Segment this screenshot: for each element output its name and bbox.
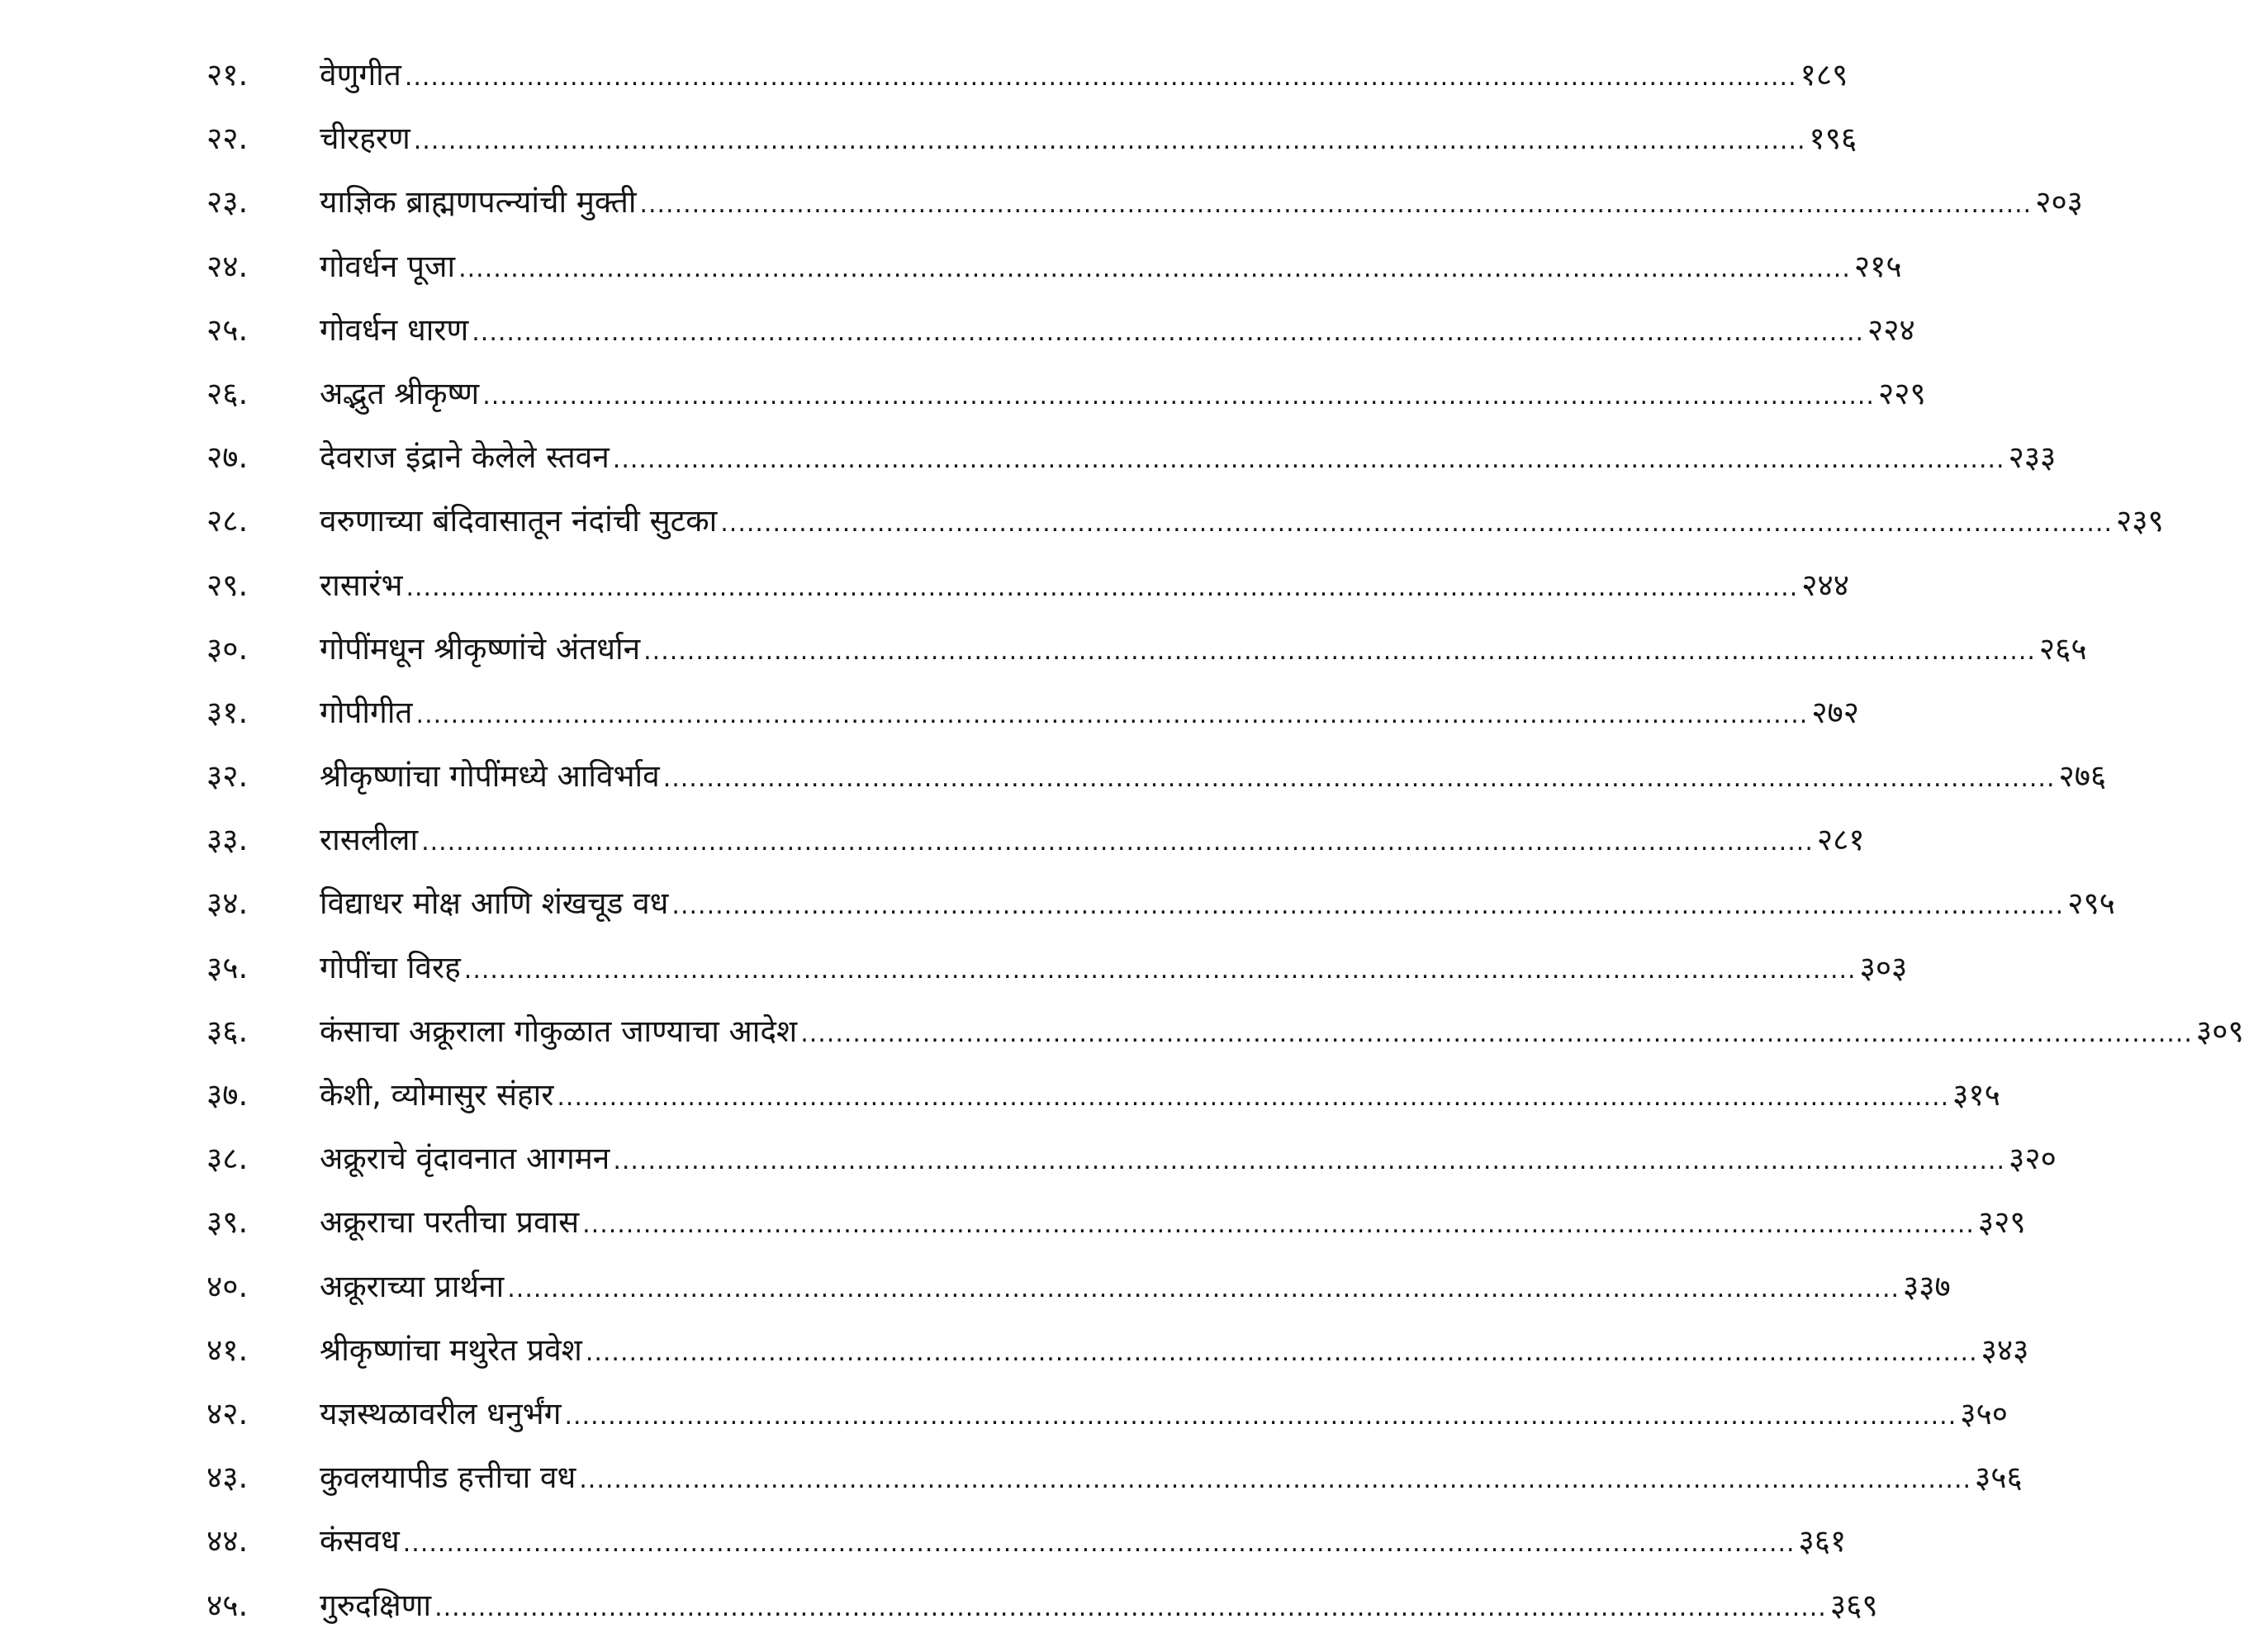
page-number: २७२ xyxy=(1811,694,1860,730)
chapter-number: २६. xyxy=(206,375,249,411)
page-number: २८१ xyxy=(1816,822,1865,858)
page-number: ३५६ xyxy=(1975,1460,2023,1496)
page-number: ३३७ xyxy=(1903,1268,1951,1304)
chapter-number: ४३. xyxy=(206,1460,249,1496)
chapter-number: ३९. xyxy=(206,1204,249,1241)
toc-line xyxy=(320,999,2244,1063)
toc-entry[interactable] xyxy=(0,999,2244,1063)
toc-line xyxy=(320,1574,1878,1637)
dot-leader: ................................................................................................................................................................ xyxy=(720,509,2114,539)
chapter-title: वेणुगीत xyxy=(320,57,401,93)
chapter-number: ३३. xyxy=(206,822,249,858)
chapter-number: ४०. xyxy=(206,1268,249,1304)
chapter-number: ३५. xyxy=(206,949,249,985)
toc-entry[interactable] xyxy=(0,1382,2008,1446)
chapter-title: कुवलयापीड हत्तीचा वध xyxy=(320,1460,576,1496)
dot-leader: ................................................................................................................................................................ xyxy=(585,1337,1978,1367)
toc-line xyxy=(320,1382,2008,1446)
chapter-title: वरुणाच्या बंदिवासातून नंदांची सुटका xyxy=(320,503,718,539)
chapter-title: चीरहरण xyxy=(320,121,410,157)
toc-entry[interactable] xyxy=(0,744,2107,808)
page-number: ३६१ xyxy=(1798,1523,1847,1559)
toc-line xyxy=(320,1190,2026,1254)
chapter-number: ३८. xyxy=(206,1141,249,1177)
chapter-number: २८. xyxy=(206,503,249,539)
page-number: १८९ xyxy=(1800,57,1848,93)
dot-leader: ................................................................................................................................................................ xyxy=(463,955,1857,985)
toc-entry[interactable] xyxy=(0,871,2115,935)
dot-leader: ................................................................................................................................................................ xyxy=(482,381,1875,411)
chapter-number: ३४. xyxy=(206,885,249,922)
page-number: ३२९ xyxy=(1977,1204,2026,1241)
toc-line xyxy=(320,808,1865,871)
page-number: २९५ xyxy=(2067,885,2115,922)
page-number: ३०३ xyxy=(1859,949,1908,985)
dot-leader: ................................................................................................................................................................ xyxy=(413,126,1806,156)
toc-line xyxy=(320,1255,1951,1318)
dot-leader: ................................................................................................................................................................ xyxy=(662,764,2056,794)
toc-line xyxy=(320,170,2083,234)
chapter-number: २२. xyxy=(206,121,249,157)
toc-line xyxy=(320,871,2115,935)
toc-entry[interactable] xyxy=(0,107,1857,170)
chapter-number: ३७. xyxy=(206,1077,249,1113)
dot-leader: ................................................................................................................................................................ xyxy=(404,63,1797,92)
dot-leader: ................................................................................................................................................................ xyxy=(671,891,2065,921)
page-number: ३०९ xyxy=(2195,1013,2244,1049)
page-number: ३६९ xyxy=(1829,1587,1878,1623)
chapter-title: गोवर्धन पूजा xyxy=(320,248,456,284)
table-of-contents xyxy=(0,43,2244,1637)
toc-entry[interactable] xyxy=(0,43,1848,107)
chapter-number: ४४. xyxy=(206,1523,249,1559)
page-number: ३२० xyxy=(2009,1141,2057,1177)
chapter-number: ४२. xyxy=(206,1395,249,1431)
dot-leader: ................................................................................................................................................................ xyxy=(643,636,2036,666)
dot-leader: ................................................................................................................................................................ xyxy=(564,1401,1957,1431)
chapter-title: गुरुदक्षिणा xyxy=(320,1587,432,1623)
chapter-number: २५. xyxy=(206,311,249,348)
toc-line xyxy=(320,1063,2000,1127)
dot-leader: ................................................................................................................................................................ xyxy=(579,1465,1972,1495)
dot-leader: ................................................................................................................................................................ xyxy=(402,1529,1796,1559)
chapter-title: रासारंभ xyxy=(320,567,403,603)
dot-leader: ................................................................................................................................................................ xyxy=(415,700,1809,729)
page-number: ३१५ xyxy=(1952,1077,2000,1113)
chapter-title: अक्रूराचा परतीचा प्रवास xyxy=(320,1204,580,1241)
toc-line xyxy=(320,298,1915,362)
chapter-title: याज्ञिक ब्राह्मणपत्न्यांची मुक्ती xyxy=(320,184,637,221)
chapter-title: अक्रूराचे वृंदावनात आगमन xyxy=(320,1141,610,1177)
chapter-number: २९. xyxy=(206,567,249,603)
page-number: २०३ xyxy=(2035,184,2083,221)
chapter-title: गोपीगीत xyxy=(320,694,413,730)
chapter-title: विद्याधर मोक्ष आणि शंखचूड वध xyxy=(320,885,669,922)
toc-entry[interactable] xyxy=(0,1446,2023,1509)
toc-line xyxy=(320,744,2107,808)
page-number: २१५ xyxy=(1853,248,1902,284)
page-number: ३४३ xyxy=(1981,1332,2029,1368)
toc-entry[interactable] xyxy=(0,617,2087,681)
toc-entry[interactable] xyxy=(0,808,1865,871)
dot-leader: ................................................................................................................................................................ xyxy=(472,317,1865,347)
toc-line xyxy=(320,362,1926,425)
dot-leader: ................................................................................................................................................................ xyxy=(612,445,2005,475)
toc-entry[interactable] xyxy=(0,489,2164,553)
chapter-number: २३. xyxy=(206,184,249,221)
page-number: २७६ xyxy=(2058,758,2107,795)
toc-line xyxy=(320,489,2164,553)
toc-line xyxy=(320,425,2057,489)
chapter-title: अक्रूराच्या प्रार्थना xyxy=(320,1268,505,1304)
toc-entry[interactable] xyxy=(0,553,1849,617)
chapter-number: ३२. xyxy=(206,758,249,795)
dot-leader: ................................................................................................................................................................ xyxy=(800,1018,2193,1048)
page-number: २२४ xyxy=(1867,311,1915,348)
chapter-number: २१. xyxy=(206,57,249,93)
toc-entry[interactable] xyxy=(0,362,1926,425)
page-number: २३३ xyxy=(2008,439,2057,476)
dot-leader: ................................................................................................................................................................ xyxy=(639,190,2033,220)
chapter-title: केशी, व्योमासुर संहार xyxy=(320,1077,554,1113)
chapter-title: कंसवध xyxy=(320,1523,400,1559)
toc-entry[interactable] xyxy=(0,936,1908,999)
dot-leader: ................................................................................................................................................................ xyxy=(421,828,1814,857)
chapter-title: श्रीकृष्णांचा मथुरेत प्रवेश xyxy=(320,1332,582,1368)
chapter-title: देवराज इंद्राने केलेले स्तवन xyxy=(320,439,610,476)
dot-leader: ................................................................................................................................................................ xyxy=(434,1593,1827,1622)
chapter-title: रासलीला xyxy=(320,822,419,858)
chapter-title: अद्भुत श्रीकृष्ण xyxy=(320,375,480,411)
chapter-title: गोपींचा विरह xyxy=(320,949,461,985)
chapter-number: २७. xyxy=(206,439,249,476)
toc-entry[interactable] xyxy=(0,1574,1878,1637)
toc-line xyxy=(320,1509,1847,1573)
toc-entry[interactable] xyxy=(0,1318,2029,1382)
chapter-number: ३६. xyxy=(206,1013,249,1049)
toc-entry[interactable] xyxy=(0,1509,1847,1573)
page-number: ३५० xyxy=(1960,1395,2008,1431)
page-number: २६५ xyxy=(2038,630,2087,667)
toc-entry[interactable] xyxy=(0,298,1915,362)
toc-entry[interactable] xyxy=(0,1255,1951,1318)
dot-leader: ................................................................................................................................................................ xyxy=(613,1146,2006,1176)
toc-line xyxy=(320,1446,2023,1509)
chapter-number: ४५. xyxy=(206,1587,249,1623)
toc-entry[interactable] xyxy=(0,1063,2000,1127)
toc-entry[interactable] xyxy=(0,425,2057,489)
chapter-title: श्रीकृष्णांचा गोपींमध्ये आविर्भाव xyxy=(320,758,660,795)
dot-leader: ................................................................................................................................................................ xyxy=(458,254,1851,283)
dot-leader: ................................................................................................................................................................ xyxy=(406,572,1799,602)
chapter-number: ४१. xyxy=(206,1332,249,1368)
dot-leader: ................................................................................................................................................................ xyxy=(557,1083,1950,1112)
toc-line xyxy=(320,553,1849,617)
toc-entry[interactable] xyxy=(0,1127,2057,1190)
page-number: २४४ xyxy=(1801,567,1849,603)
toc-entry[interactable] xyxy=(0,681,1860,744)
dot-leader: ................................................................................................................................................................ xyxy=(507,1274,1900,1303)
chapter-number: ३१. xyxy=(206,694,249,730)
toc-line xyxy=(320,1318,2029,1382)
toc-entry[interactable] xyxy=(0,1190,2026,1254)
toc-line xyxy=(320,235,1902,298)
toc-line xyxy=(320,43,1848,107)
chapter-title: गोपींमधून श्रीकृष्णांचे अंतर्धान xyxy=(320,630,641,667)
toc-entry[interactable] xyxy=(0,235,1902,298)
toc-line xyxy=(320,107,1857,170)
chapter-number: ३०. xyxy=(206,630,249,667)
chapter-title: यज्ञस्थळावरील धनुर्भंग xyxy=(320,1395,562,1431)
toc-line xyxy=(320,936,1908,999)
chapter-title: गोवर्धन धारण xyxy=(320,311,469,348)
toc-line xyxy=(320,681,1860,744)
page-number: १९६ xyxy=(1809,121,1857,157)
chapter-title: कंसाचा अक्रूराला गोकुळात जाण्याचा आदेश xyxy=(320,1013,798,1049)
toc-line xyxy=(320,1127,2057,1190)
chapter-number: २४. xyxy=(206,248,249,284)
page-number: २३९ xyxy=(2116,503,2164,539)
toc-entry[interactable] xyxy=(0,170,2083,234)
toc-line xyxy=(320,617,2087,681)
page-number: २२९ xyxy=(1877,375,1926,411)
dot-leader: ................................................................................................................................................................ xyxy=(582,1210,1975,1240)
